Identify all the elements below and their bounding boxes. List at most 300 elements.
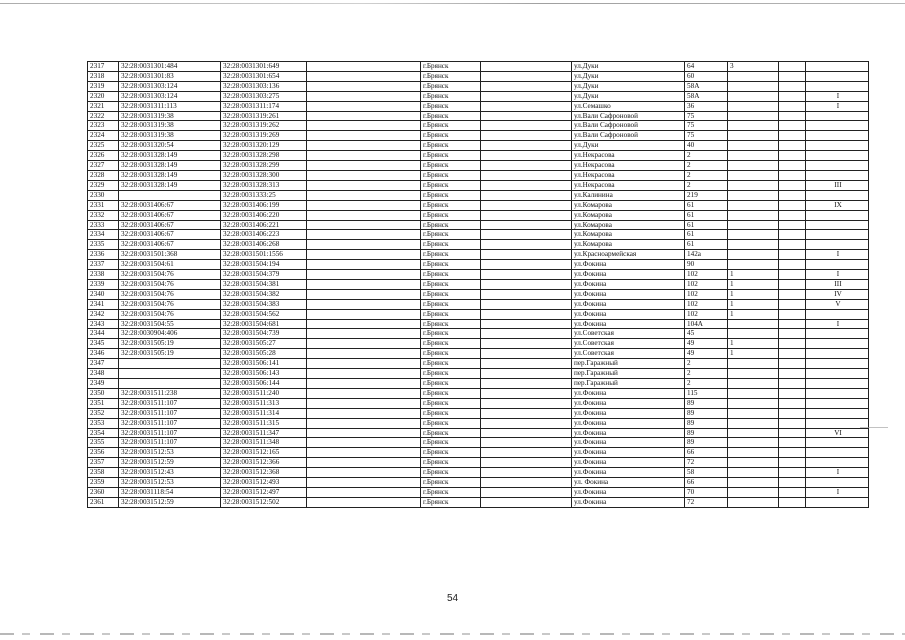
- house-number: 102: [685, 270, 728, 280]
- house-number: 49: [685, 349, 728, 359]
- empty-cell: [307, 250, 421, 260]
- house-number: 40: [685, 141, 728, 151]
- premises-number: [806, 161, 869, 171]
- empty-cell: [481, 319, 572, 329]
- city: г.Брянск: [421, 111, 481, 121]
- street: ул.Фокина: [572, 448, 685, 458]
- premises-number: I: [806, 487, 869, 497]
- table-row: [88, 438, 869, 448]
- empty-cell: [779, 309, 806, 319]
- empty-cell: [779, 487, 806, 497]
- empty-cell: [779, 131, 806, 141]
- premises-number: [806, 151, 869, 161]
- parent-cadastral-number: 32:28:0031303:124: [119, 91, 221, 101]
- city: г.Брянск: [421, 250, 481, 260]
- parent-cadastral-number: 32:28:0031511:107: [119, 428, 221, 438]
- city: г.Брянск: [421, 121, 481, 131]
- empty-cell: [779, 398, 806, 408]
- street: ул.Фокина: [572, 458, 685, 468]
- cadastral-number: 32:28:0031504:194: [221, 260, 307, 270]
- city: г.Брянск: [421, 428, 481, 438]
- empty-cell: [779, 71, 806, 81]
- building-number: 1: [728, 339, 779, 349]
- premises-number: [806, 438, 869, 448]
- premises-number: [806, 408, 869, 418]
- house-number: 58А: [685, 91, 728, 101]
- building-number: [728, 71, 779, 81]
- empty-cell: [481, 161, 572, 171]
- table-row: [88, 418, 869, 428]
- empty-cell: [481, 190, 572, 200]
- page-number: 54: [446, 593, 459, 604]
- building-number: [728, 81, 779, 91]
- table-row: [88, 111, 869, 121]
- premises-number: [806, 210, 869, 220]
- premises-number: [806, 497, 869, 507]
- house-number: 102: [685, 309, 728, 319]
- empty-cell: [779, 81, 806, 91]
- empty-cell: [481, 200, 572, 210]
- empty-cell: [307, 151, 421, 161]
- row-number: 2341: [88, 299, 119, 309]
- street: пер.Гаражный: [572, 379, 685, 389]
- parent-cadastral-number: [119, 379, 221, 389]
- city: г.Брянск: [421, 240, 481, 250]
- empty-cell: [481, 468, 572, 478]
- empty-cell: [481, 478, 572, 488]
- table-row: [88, 279, 869, 289]
- table-row: [88, 398, 869, 408]
- premises-number: [806, 131, 869, 141]
- table-row: [88, 170, 869, 180]
- row-number: 2338: [88, 270, 119, 280]
- row-number: 2350: [88, 388, 119, 398]
- street: ул.Фокина: [572, 388, 685, 398]
- table-row: [88, 270, 869, 280]
- empty-cell: [481, 101, 572, 111]
- house-number: 90: [685, 260, 728, 270]
- empty-cell: [779, 170, 806, 180]
- parent-cadastral-number: 32:28:0031512:59: [119, 497, 221, 507]
- building-number: [728, 369, 779, 379]
- empty-cell: [481, 339, 572, 349]
- table-row: [88, 448, 869, 458]
- empty-cell: [779, 270, 806, 280]
- empty-cell: [779, 289, 806, 299]
- table-row: [88, 240, 869, 250]
- building-number: [728, 240, 779, 250]
- premises-number: [806, 71, 869, 81]
- empty-cell: [481, 240, 572, 250]
- city: г.Брянск: [421, 71, 481, 81]
- table-row: [88, 428, 869, 438]
- street: ул.Советская: [572, 349, 685, 359]
- house-number: 58А: [685, 81, 728, 91]
- city: г.Брянск: [421, 408, 481, 418]
- premises-number: I: [806, 319, 869, 329]
- empty-cell: [481, 111, 572, 121]
- parent-cadastral-number: 32:28:0031511:107: [119, 418, 221, 428]
- parent-cadastral-number: 32:28:0031504:76: [119, 299, 221, 309]
- cadastral-number: 32:28:0031406:268: [221, 240, 307, 250]
- street: ул.Семашко: [572, 101, 685, 111]
- premises-number: [806, 81, 869, 91]
- city: г.Брянск: [421, 151, 481, 161]
- premises-number: III: [806, 279, 869, 289]
- street: ул.Некрасова: [572, 161, 685, 171]
- empty-cell: [779, 250, 806, 260]
- city: г.Брянск: [421, 398, 481, 408]
- row-number: 2328: [88, 170, 119, 180]
- empty-cell: [307, 220, 421, 230]
- parent-cadastral-number: 32:28:0031504:76: [119, 270, 221, 280]
- empty-cell: [779, 200, 806, 210]
- parent-cadastral-number: 32:28:0031512:43: [119, 468, 221, 478]
- row-number: 2349: [88, 379, 119, 389]
- empty-cell: [307, 359, 421, 369]
- house-number: 2: [685, 359, 728, 369]
- cadastral-number: 32:28:0031504:379: [221, 270, 307, 280]
- city: г.Брянск: [421, 339, 481, 349]
- premises-number: I: [806, 250, 869, 260]
- empty-cell: [481, 359, 572, 369]
- building-number: [728, 101, 779, 111]
- table-row: [88, 190, 869, 200]
- premises-number: I: [806, 91, 869, 101]
- street: ул.Калинина: [572, 190, 685, 200]
- table-row: [88, 151, 869, 161]
- empty-cell: [481, 151, 572, 161]
- table-row: [88, 250, 869, 260]
- empty-cell: [307, 180, 421, 190]
- empty-cell: [307, 279, 421, 289]
- table-row: [88, 329, 869, 339]
- city: г.Брянск: [421, 279, 481, 289]
- city: г.Брянск: [421, 260, 481, 270]
- table-row: [88, 230, 869, 240]
- empty-cell: [481, 230, 572, 240]
- premises-number: I: [806, 270, 869, 280]
- empty-cell: [481, 91, 572, 101]
- empty-cell: [481, 487, 572, 497]
- cadastral-number: 32:28:0031328:298: [221, 151, 307, 161]
- premises-number: [806, 111, 869, 121]
- empty-cell: [481, 141, 572, 151]
- row-number: 2356: [88, 448, 119, 458]
- empty-cell: [307, 141, 421, 151]
- empty-cell: [307, 91, 421, 101]
- city: г.Брянск: [421, 190, 481, 200]
- empty-cell: [481, 289, 572, 299]
- street: ул.Вали Сафроновой: [572, 111, 685, 121]
- empty-cell: [307, 81, 421, 91]
- building-number: [728, 478, 779, 488]
- row-number: 2329: [88, 180, 119, 190]
- premises-number: IV: [806, 289, 869, 299]
- empty-cell: [481, 369, 572, 379]
- row-number: 2333: [88, 220, 119, 230]
- table-row: [88, 91, 869, 101]
- city: г.Брянск: [421, 388, 481, 398]
- building-number: [728, 487, 779, 497]
- building-number: [728, 210, 779, 220]
- building-number: [728, 91, 779, 101]
- premises-number: [806, 220, 869, 230]
- street: ул.Комарова: [572, 220, 685, 230]
- street: ул.Красноармейская: [572, 250, 685, 260]
- empty-cell: [779, 240, 806, 250]
- premises-number: [806, 170, 869, 180]
- building-number: [728, 468, 779, 478]
- empty-cell: [307, 428, 421, 438]
- parent-cadastral-number: 32:28:0031118:54: [119, 487, 221, 497]
- parent-cadastral-number: 32:28:0031406:67: [119, 210, 221, 220]
- parent-cadastral-number: 32:28:0031328:149: [119, 170, 221, 180]
- house-number: 2: [685, 180, 728, 190]
- parent-cadastral-number: 32:28:0031512:59: [119, 458, 221, 468]
- city: г.Брянск: [421, 487, 481, 497]
- house-number: 61: [685, 200, 728, 210]
- empty-cell: [779, 210, 806, 220]
- empty-cell: [307, 260, 421, 270]
- empty-cell: [779, 349, 806, 359]
- city: г.Брянск: [421, 200, 481, 210]
- table-row: [88, 468, 869, 478]
- premises-number: V: [806, 299, 869, 309]
- parent-cadastral-number: 32:28:0031319:38: [119, 131, 221, 141]
- empty-cell: [779, 448, 806, 458]
- empty-cell: [481, 210, 572, 220]
- empty-cell: [779, 121, 806, 131]
- table-row: [88, 478, 869, 488]
- row-number: 2346: [88, 349, 119, 359]
- house-number: 61: [685, 210, 728, 220]
- street: ул.Дуки: [572, 91, 685, 101]
- parent-cadastral-number: 32:28:0031328:149: [119, 161, 221, 171]
- parent-cadastral-number: 32:28:0031303:124: [119, 81, 221, 91]
- building-number: 1: [728, 299, 779, 309]
- table-row: [88, 379, 869, 389]
- street: ул.Фокина: [572, 299, 685, 309]
- empty-cell: [481, 279, 572, 289]
- empty-cell: [307, 388, 421, 398]
- cadastral-number: 32:28:0031511:313: [221, 398, 307, 408]
- street: ул.Фокина: [572, 418, 685, 428]
- parent-cadastral-number: 32:28:0031511:107: [119, 408, 221, 418]
- building-number: [728, 458, 779, 468]
- empty-cell: [307, 339, 421, 349]
- street: ул.Фокина: [572, 398, 685, 408]
- parent-cadastral-number: 32:28:0031512:53: [119, 478, 221, 488]
- building-number: 1: [728, 270, 779, 280]
- empty-cell: [481, 388, 572, 398]
- building-number: [728, 141, 779, 151]
- parent-cadastral-number: 32:28:0031406:67: [119, 230, 221, 240]
- row-number: 2348: [88, 369, 119, 379]
- parent-cadastral-number: 32:28:0031504:76: [119, 279, 221, 289]
- building-number: [728, 190, 779, 200]
- row-number: 2332: [88, 210, 119, 220]
- building-number: [728, 220, 779, 230]
- empty-cell: [307, 200, 421, 210]
- building-number: [728, 359, 779, 369]
- cadastral-number: 32:28:0031506:144: [221, 379, 307, 389]
- building-number: [728, 398, 779, 408]
- empty-cell: [779, 478, 806, 488]
- empty-cell: [307, 478, 421, 488]
- cadastral-number: 32:28:0031504:739: [221, 329, 307, 339]
- empty-cell: [779, 279, 806, 289]
- row-number: 2325: [88, 141, 119, 151]
- street: ул.Фокина: [572, 438, 685, 448]
- empty-cell: [779, 497, 806, 507]
- row-number: 2361: [88, 497, 119, 507]
- house-number: 61: [685, 220, 728, 230]
- cadastral-number: 32:28:0031506:143: [221, 369, 307, 379]
- empty-cell: [307, 349, 421, 359]
- empty-cell: [307, 190, 421, 200]
- empty-cell: [307, 230, 421, 240]
- house-number: 61: [685, 240, 728, 250]
- street: ул.Фокина: [572, 468, 685, 478]
- premises-number: [806, 458, 869, 468]
- building-number: [728, 230, 779, 240]
- house-number: 104А: [685, 319, 728, 329]
- empty-cell: [307, 131, 421, 141]
- row-number: 2343: [88, 319, 119, 329]
- cadastral-number: 32:28:0031301:654: [221, 71, 307, 81]
- house-number: 75: [685, 121, 728, 131]
- table-row: [88, 339, 869, 349]
- city: г.Брянск: [421, 359, 481, 369]
- table-row: [88, 260, 869, 270]
- parent-cadastral-number: [119, 369, 221, 379]
- row-number: 2357: [88, 458, 119, 468]
- cadastral-number: 32:28:0031511:348: [221, 438, 307, 448]
- empty-cell: [779, 339, 806, 349]
- house-number: 49: [685, 339, 728, 349]
- street: ул.Вали Сафроновой: [572, 121, 685, 131]
- cadastral-number: 32:28:0031511:347: [221, 428, 307, 438]
- cadastral-number: 32:28:0031311:174: [221, 101, 307, 111]
- street: ул.Комарова: [572, 230, 685, 240]
- empty-cell: [779, 180, 806, 190]
- city: г.Брянск: [421, 418, 481, 428]
- empty-cell: [481, 270, 572, 280]
- street: ул.Фокина: [572, 289, 685, 299]
- empty-cell: [779, 141, 806, 151]
- cadastral-number: 32:28:0031512:493: [221, 478, 307, 488]
- street: ул.Комарова: [572, 240, 685, 250]
- empty-cell: [779, 190, 806, 200]
- house-number: 89: [685, 428, 728, 438]
- row-number: 2337: [88, 260, 119, 270]
- building-number: 1: [728, 309, 779, 319]
- city: г.Брянск: [421, 91, 481, 101]
- city: г.Брянск: [421, 180, 481, 190]
- empty-cell: [307, 170, 421, 180]
- empty-cell: [481, 170, 572, 180]
- premises-number: [806, 230, 869, 240]
- street: пер.Гаражный: [572, 369, 685, 379]
- building-number: 3: [728, 62, 779, 72]
- city: г.Брянск: [421, 329, 481, 339]
- building-number: [728, 379, 779, 389]
- parent-cadastral-number: 32:28:0031504:76: [119, 309, 221, 319]
- empty-cell: [779, 151, 806, 161]
- cadastral-number: 32:28:0031512:497: [221, 487, 307, 497]
- building-number: [728, 180, 779, 190]
- row-number: 2342: [88, 309, 119, 319]
- house-number: 70: [685, 487, 728, 497]
- table-row: [88, 180, 869, 190]
- parent-cadastral-number: [119, 359, 221, 369]
- street: ул.Фокина: [572, 270, 685, 280]
- city: г.Брянск: [421, 62, 481, 72]
- street: пер.Гаражный: [572, 359, 685, 369]
- empty-cell: [307, 161, 421, 171]
- cadastral-number: 32:28:0031504:381: [221, 279, 307, 289]
- building-number: [728, 388, 779, 398]
- row-number: 2360: [88, 487, 119, 497]
- cadastral-number: 32:28:0031511:315: [221, 418, 307, 428]
- row-number: 2335: [88, 240, 119, 250]
- empty-cell: [779, 418, 806, 428]
- building-number: [728, 151, 779, 161]
- premises-number: [806, 448, 869, 458]
- building-number: [728, 200, 779, 210]
- building-number: [728, 329, 779, 339]
- empty-cell: [481, 408, 572, 418]
- empty-cell: [779, 388, 806, 398]
- city: г.Брянск: [421, 141, 481, 151]
- empty-cell: [481, 349, 572, 359]
- building-number: [728, 408, 779, 418]
- row-number: 2330: [88, 190, 119, 200]
- table-row: [88, 121, 869, 131]
- premises-number: III: [806, 180, 869, 190]
- property-registry-table: [87, 61, 869, 508]
- building-number: [728, 121, 779, 131]
- house-number: 2: [685, 161, 728, 171]
- city: г.Брянск: [421, 161, 481, 171]
- empty-cell: [307, 497, 421, 507]
- empty-cell: [307, 240, 421, 250]
- parent-cadastral-number: 32:28:0031319:38: [119, 111, 221, 121]
- house-number: 75: [685, 131, 728, 141]
- city: г.Брянск: [421, 448, 481, 458]
- table-row: [88, 299, 869, 309]
- row-number: 2334: [88, 230, 119, 240]
- row-number: 2321: [88, 101, 119, 111]
- premises-number: [806, 359, 869, 369]
- building-number: [728, 448, 779, 458]
- empty-cell: [307, 101, 421, 111]
- street: ул.Фокина: [572, 319, 685, 329]
- empty-cell: [307, 62, 421, 72]
- table-row: [88, 349, 869, 359]
- house-number: 60: [685, 71, 728, 81]
- empty-cell: [307, 329, 421, 339]
- house-number: 2: [685, 151, 728, 161]
- row-number: 2319: [88, 81, 119, 91]
- house-number: 66: [685, 478, 728, 488]
- empty-cell: [307, 458, 421, 468]
- empty-cell: [779, 428, 806, 438]
- empty-cell: [779, 369, 806, 379]
- street: ул.Советская: [572, 329, 685, 339]
- parent-cadastral-number: 32:28:0031504:76: [119, 289, 221, 299]
